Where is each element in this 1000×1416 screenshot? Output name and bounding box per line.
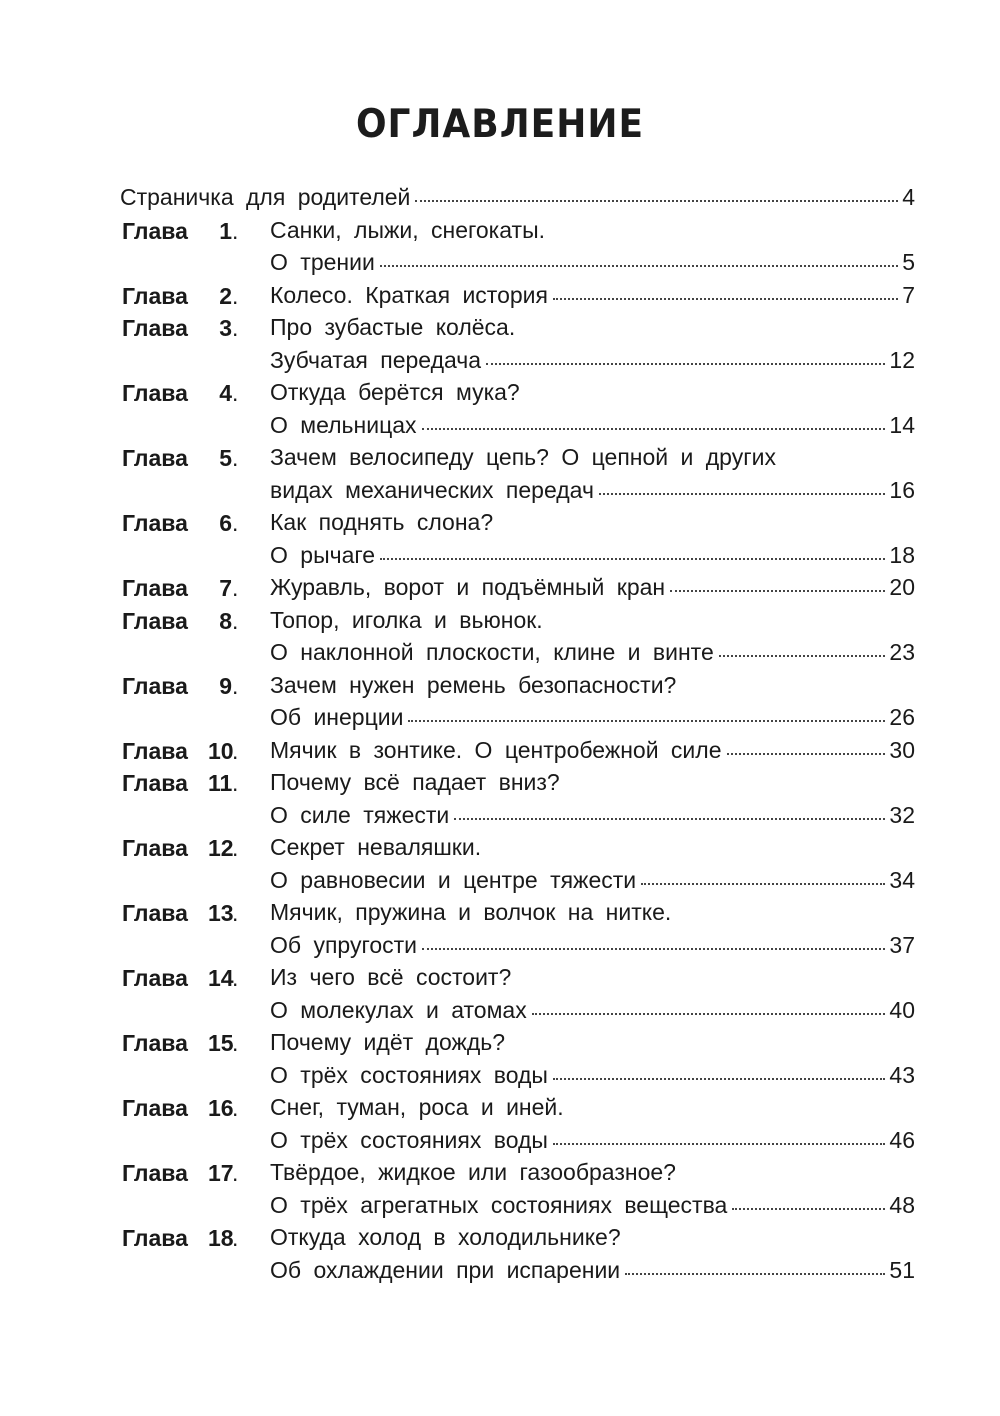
toc-entry-continuation bbox=[120, 994, 915, 1027]
toc-line bbox=[270, 639, 915, 666]
toc-entry-continuation bbox=[120, 864, 915, 897]
toc-entry-chapter-7[interactable] bbox=[120, 571, 915, 604]
entry-title: Про зубастые колёса. bbox=[270, 314, 516, 340]
toc-line bbox=[270, 802, 915, 829]
chapter-label bbox=[122, 738, 238, 765]
chapter-label bbox=[122, 770, 238, 797]
page-number: 5 bbox=[902, 249, 915, 275]
chapter-label bbox=[122, 1095, 238, 1122]
chapter-word: Глава bbox=[122, 217, 188, 244]
dot-leader bbox=[380, 557, 885, 560]
chapter-word: Глава bbox=[122, 1225, 188, 1251]
chapter-label bbox=[122, 445, 238, 472]
entry-title: Санки, лыжи, снегокаты. bbox=[270, 216, 545, 243]
entry-title: Откуда холод в холодильнике? bbox=[270, 1224, 621, 1250]
entry-title: О равновесии и центре тяжести bbox=[270, 866, 637, 893]
dot-leader bbox=[553, 297, 898, 300]
toc-line bbox=[270, 1127, 915, 1154]
entry-title: Мячик, пружина и волчок на нитке. bbox=[270, 899, 672, 925]
toc-line bbox=[270, 607, 915, 634]
toc-entry-chapter-10[interactable] bbox=[120, 734, 915, 767]
entry-title: Из чего всё состоит? bbox=[270, 964, 512, 990]
entry-title: видах механических передач bbox=[270, 476, 594, 503]
toc-line bbox=[270, 314, 915, 341]
chapter-word: Глава bbox=[122, 965, 188, 991]
entry-title: Почему идёт дождь? bbox=[270, 1029, 506, 1055]
chapter-dot: . bbox=[232, 380, 239, 406]
entry-title: Зубчатая передача bbox=[270, 346, 482, 373]
entry-title: Топор, иголка и вьюнок. bbox=[270, 606, 543, 633]
chapter-number: 12 bbox=[208, 835, 234, 861]
page-number: 34 bbox=[889, 866, 915, 893]
toc-line bbox=[270, 347, 915, 374]
dot-leader bbox=[415, 199, 898, 202]
page-number: 32 bbox=[889, 801, 915, 828]
toc-entry-chapter-9[interactable] bbox=[120, 669, 915, 702]
chapter-label bbox=[122, 965, 238, 992]
chapter-word: Глава bbox=[122, 380, 188, 406]
entry-title: О наклонной плоскости, клине и винте bbox=[270, 639, 714, 665]
dot-leader bbox=[408, 719, 885, 722]
toc-entry-continuation bbox=[120, 246, 915, 279]
toc-entry-chapter-17[interactable] bbox=[120, 1156, 915, 1189]
entry-title: О молекулах и атомах bbox=[270, 996, 527, 1023]
entry-title: О мельницах bbox=[270, 411, 417, 438]
toc-entry-chapter-13[interactable] bbox=[120, 896, 915, 929]
entry-title: Страничка для родителей bbox=[120, 184, 411, 210]
chapter-label bbox=[122, 218, 238, 245]
toc-line bbox=[270, 249, 915, 276]
chapter-number: 2 bbox=[219, 282, 232, 309]
chapter-dot: . bbox=[232, 1030, 239, 1056]
chapter-word: Глава bbox=[122, 315, 188, 341]
entry-title: Колесо. Краткая история bbox=[270, 281, 548, 308]
toc-line bbox=[270, 997, 915, 1024]
page-number: 40 bbox=[889, 996, 915, 1023]
toc-line bbox=[270, 1192, 915, 1219]
toc-entry-chapter-8[interactable] bbox=[120, 604, 915, 637]
toc-entry-chapter-16[interactable] bbox=[120, 1091, 915, 1124]
chapter-dot: . bbox=[232, 607, 239, 634]
page-number: 16 bbox=[889, 476, 915, 503]
chapter-dot: . bbox=[232, 510, 239, 536]
chapter-word: Глава bbox=[122, 1030, 188, 1056]
entry-title: Зачем велосипеду цепь? О цепной и других bbox=[270, 444, 776, 470]
toc-line bbox=[270, 932, 915, 959]
entry-title: Как поднять слона? bbox=[270, 509, 494, 535]
entry-title: Зачем нужен ремень безопасности? bbox=[270, 671, 677, 698]
chapter-dot: . bbox=[232, 835, 239, 861]
entry-title: Об упругости bbox=[270, 931, 417, 958]
chapter-number: 6 bbox=[219, 510, 232, 536]
page-number: 26 bbox=[889, 704, 915, 730]
chapter-label bbox=[122, 283, 238, 310]
chapter-dot: . bbox=[232, 672, 239, 699]
toc-line bbox=[270, 672, 915, 699]
chapter-dot: . bbox=[232, 282, 239, 309]
chapter-number: 1 bbox=[219, 217, 232, 244]
toc-line bbox=[270, 704, 915, 731]
toc-line bbox=[270, 412, 915, 439]
chapter-label bbox=[122, 900, 238, 927]
chapter-dot: . bbox=[232, 217, 239, 244]
entry-title: Журавль, ворот и подъёмный кран bbox=[270, 574, 666, 600]
toc-entry-continuation bbox=[120, 636, 915, 669]
page-number: 7 bbox=[902, 281, 915, 308]
chapter-number: 16 bbox=[208, 1095, 234, 1121]
entry-title: Твёрдое, жидкое или газообразное? bbox=[270, 1159, 676, 1185]
toc-entry-continuation bbox=[120, 539, 915, 572]
page-number: 18 bbox=[889, 541, 915, 568]
toc-line bbox=[270, 964, 915, 991]
chapter-dot: . bbox=[232, 315, 239, 341]
dot-leader bbox=[719, 654, 886, 657]
toc-entry-chapter-1[interactable] bbox=[120, 214, 915, 247]
entry-title: Почему всё падает вниз? bbox=[270, 769, 560, 795]
toc-line bbox=[270, 1224, 915, 1251]
toc-entry-chapter-11[interactable] bbox=[120, 766, 915, 799]
chapter-word: Глава bbox=[122, 835, 188, 861]
entry-title: Об инерции bbox=[270, 704, 404, 730]
toc-entry-continuation bbox=[120, 1254, 915, 1287]
chapter-label bbox=[122, 673, 238, 700]
chapter-number: 18 bbox=[208, 1225, 234, 1251]
dot-leader bbox=[670, 589, 885, 592]
toc-line bbox=[270, 1159, 915, 1186]
chapter-label bbox=[122, 1160, 238, 1187]
chapter-word: Глава bbox=[122, 770, 188, 796]
toc-entry-chapter-18[interactable] bbox=[120, 1221, 915, 1254]
toc-line bbox=[270, 834, 915, 861]
toc-line bbox=[270, 217, 915, 244]
entry-title: Об охлаждении при испарении bbox=[270, 1256, 621, 1283]
dot-leader bbox=[732, 1207, 885, 1210]
toc-line bbox=[270, 282, 915, 309]
entry-title: О трении bbox=[270, 249, 375, 275]
toc-entry-chapter-4[interactable] bbox=[120, 376, 915, 409]
table-of-contents bbox=[120, 181, 915, 1286]
toc-line bbox=[270, 444, 915, 471]
toc-entry-intro[interactable] bbox=[120, 181, 915, 214]
toc-line bbox=[270, 477, 915, 504]
dot-leader bbox=[727, 752, 886, 755]
chapter-label bbox=[122, 1225, 238, 1252]
chapter-number: 7 bbox=[219, 575, 232, 601]
toc-line bbox=[270, 1094, 915, 1121]
page-number: 43 bbox=[889, 1061, 915, 1088]
chapter-number: 15 bbox=[208, 1030, 234, 1056]
dot-leader bbox=[422, 427, 886, 430]
chapter-word: Глава bbox=[122, 900, 188, 926]
entry-title: Мячик в зонтике. О центробежной силе bbox=[270, 736, 722, 763]
toc-entry-chapter-3[interactable] bbox=[120, 311, 915, 344]
page-title: ОГЛАВЛЕНИЕ bbox=[355, 102, 645, 147]
entry-title: Секрет неваляшки. bbox=[270, 834, 482, 860]
chapter-word: Глава bbox=[122, 607, 188, 634]
toc-entry-chapter-5[interactable] bbox=[120, 441, 915, 474]
toc-entry-continuation bbox=[120, 344, 915, 377]
chapter-number: 4 bbox=[219, 380, 232, 406]
dot-leader bbox=[422, 947, 885, 950]
toc-entry-continuation bbox=[120, 701, 915, 734]
entry-title: О трёх состояниях воды bbox=[270, 1061, 548, 1088]
toc-entry-continuation bbox=[120, 1124, 915, 1157]
toc-entry-continuation bbox=[120, 409, 915, 442]
chapter-label bbox=[122, 608, 238, 635]
toc-line bbox=[270, 769, 915, 796]
chapter-number: 11 bbox=[208, 770, 233, 796]
page-number: 30 bbox=[889, 736, 915, 763]
dot-leader bbox=[486, 362, 885, 365]
chapter-label bbox=[122, 1030, 238, 1057]
chapter-word: Глава bbox=[122, 672, 188, 699]
dot-leader bbox=[641, 882, 885, 885]
dot-leader bbox=[454, 817, 885, 820]
page-number: 51 bbox=[889, 1256, 915, 1283]
chapter-number: 5 bbox=[219, 445, 232, 471]
chapter-word: Глава bbox=[122, 1160, 188, 1186]
toc-line bbox=[120, 184, 915, 211]
entry-title: Откуда берётся мука? bbox=[270, 379, 520, 405]
page-number: 48 bbox=[889, 1191, 915, 1218]
toc-entry-chapter-6[interactable] bbox=[120, 506, 915, 539]
toc-line bbox=[270, 899, 915, 926]
page-number: 20 bbox=[889, 574, 915, 600]
chapter-number: 17 bbox=[208, 1160, 234, 1186]
chapter-dot: . bbox=[232, 1095, 239, 1121]
chapter-dot: . bbox=[232, 575, 239, 601]
toc-entry-chapter-12[interactable] bbox=[120, 831, 915, 864]
dot-leader bbox=[553, 1142, 885, 1145]
entry-title: О трёх агрегатных состояниях вещества bbox=[270, 1191, 728, 1218]
chapter-label bbox=[122, 510, 238, 537]
toc-entry-chapter-2[interactable] bbox=[120, 279, 915, 312]
toc-entry-chapter-15[interactable] bbox=[120, 1026, 915, 1059]
page-number: 4 bbox=[902, 184, 915, 210]
chapter-word: Глава bbox=[122, 282, 188, 309]
chapter-word: Глава bbox=[122, 737, 188, 764]
page-number: 14 bbox=[889, 411, 915, 438]
chapter-number: 13 bbox=[208, 900, 234, 926]
toc-line bbox=[270, 574, 915, 601]
toc-line bbox=[270, 1062, 915, 1089]
toc-line bbox=[270, 1257, 915, 1284]
toc-line bbox=[270, 1029, 915, 1056]
chapter-dot: . bbox=[232, 965, 239, 991]
dot-leader bbox=[599, 492, 885, 495]
chapter-number: 14 bbox=[208, 965, 234, 991]
toc-line bbox=[270, 542, 915, 569]
chapter-number: 3 bbox=[219, 315, 232, 341]
chapter-dot: . bbox=[232, 445, 239, 471]
chapter-word: Глава bbox=[122, 510, 188, 536]
dot-leader bbox=[625, 1272, 885, 1275]
chapter-dot: . bbox=[232, 900, 239, 926]
chapter-dot: . bbox=[232, 770, 239, 796]
page-number: 12 bbox=[889, 346, 915, 373]
chapter-label bbox=[122, 575, 238, 602]
entry-title: О силе тяжести bbox=[270, 801, 450, 828]
toc-entry-continuation bbox=[120, 799, 915, 832]
chapter-label bbox=[122, 835, 238, 862]
page-number: 37 bbox=[889, 931, 915, 958]
entry-title: Снег, туман, роса и иней. bbox=[270, 1094, 564, 1120]
toc-entry-continuation bbox=[120, 1189, 915, 1222]
entry-title: О рычаге bbox=[270, 541, 376, 568]
toc-entry-continuation bbox=[120, 929, 915, 962]
toc-line bbox=[270, 737, 915, 764]
dot-leader bbox=[553, 1077, 885, 1080]
chapter-label bbox=[122, 380, 238, 407]
chapter-dot: . bbox=[232, 1225, 239, 1251]
chapter-number: 8 bbox=[219, 607, 232, 634]
chapter-label bbox=[122, 315, 238, 342]
toc-entry-continuation bbox=[120, 1059, 915, 1092]
toc-entry-chapter-14[interactable] bbox=[120, 961, 915, 994]
toc-entry-continuation bbox=[120, 474, 915, 507]
entry-title: О трёх состояниях воды bbox=[270, 1126, 548, 1153]
chapter-number: 10 bbox=[208, 737, 234, 764]
chapter-word: Глава bbox=[122, 575, 188, 601]
page-number: 46 bbox=[889, 1126, 915, 1153]
toc-line bbox=[270, 379, 915, 406]
chapter-number: 9 bbox=[219, 672, 232, 699]
chapter-word: Глава bbox=[122, 1095, 188, 1121]
toc-line bbox=[270, 867, 915, 894]
dot-leader bbox=[532, 1012, 886, 1015]
chapter-word: Глава bbox=[122, 445, 188, 471]
toc-line bbox=[270, 509, 915, 536]
chapter-dot: . bbox=[232, 737, 239, 764]
page-number: 23 bbox=[889, 639, 915, 665]
dot-leader bbox=[380, 264, 898, 267]
chapter-dot: . bbox=[232, 1160, 239, 1186]
